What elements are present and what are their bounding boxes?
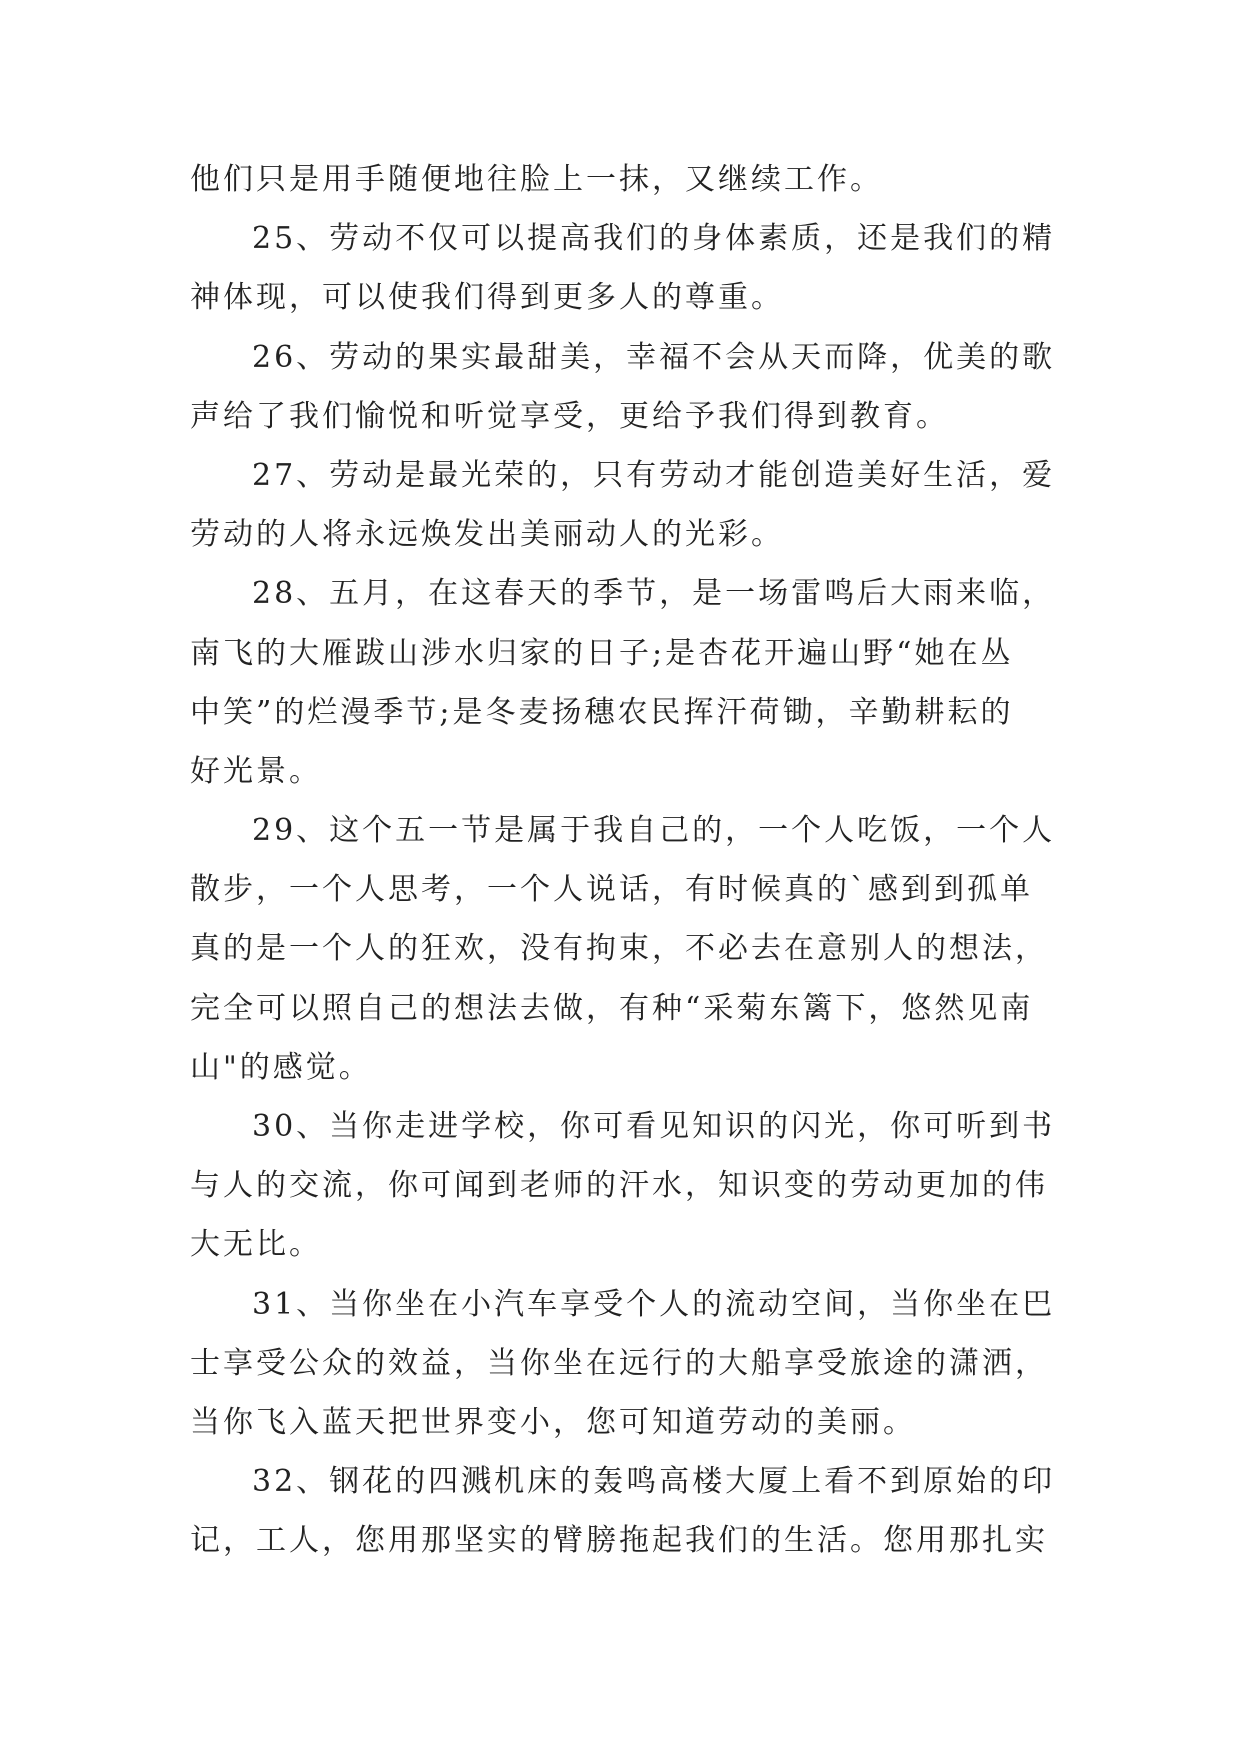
text-line: 神体现，可以使我们得到更多人的尊重。 <box>190 280 784 316</box>
text-line: 散步，一个人思考，一个人说话，有时候真的`感到到孤单 <box>190 872 1033 908</box>
text-line: 山"的感觉。 <box>190 1049 372 1085</box>
text-line: 他们只是用手随便地往脸上一抹，又继续工作。 <box>190 162 883 197</box>
text-line: 完全可以照自己的想法去做，有种“采菊东篱下，悠然见南 <box>190 990 1034 1026</box>
text-line: 中笑”的烂漫季节;是冬麦扬穗农民挥汗荷锄，辛勤耕耘的 <box>190 694 1014 730</box>
text-line: 27、劳动是最光荣的，只有劳动才能创造美好生活，爱 <box>252 457 1056 493</box>
text-line: 与人的交流，你可闻到老师的汗水，知识变的劳动更加的伟 <box>190 1168 1048 1204</box>
text-line: 好光景。 <box>190 753 322 789</box>
text-line: 29、这个五一节是属于我自己的，一个人吃饭，一个人 <box>252 813 1056 849</box>
text-line: 南飞的大雁跋山涉水归家的日子;是杏花开遍山野“她在丛 <box>190 635 1014 671</box>
text-line: 31、当你坐在小汽车享受个人的流动空间，当你坐在巴 <box>252 1286 1056 1322</box>
text-line: 士享受公众的效益，当你坐在远行的大船享受旅途的潇洒， <box>190 1345 1048 1381</box>
text-line: 30、当你走进学校，你可看见知识的闪光，你可听到书 <box>252 1109 1056 1144</box>
text-line: 32、钢花的四溅机床的轰鸣高楼大厦上看不到原始的印 <box>252 1464 1056 1500</box>
text-line: 声给了我们愉悦和听觉享受，更给予我们得到教育。 <box>190 398 949 434</box>
text-line: 28、五月，在这春天的季节，是一场雷鸣后大雨来临， <box>252 576 1056 612</box>
text-line: 劳动的人将永远焕发出美丽动人的光彩。 <box>190 517 784 553</box>
text-line: 25、劳动不仅可以提高我们的身体素质，还是我们的精 <box>252 221 1056 257</box>
text-line: 26、劳动的果实最甜美，幸福不会从天而降，优美的歌 <box>252 339 1056 375</box>
text-line: 真的是一个人的狂欢，没有拘束，不必去在意别人的想法， <box>190 931 1048 967</box>
text-line: 记，工人，您用那坚实的臂膀拖起我们的生活。您用那扎实 <box>190 1523 1048 1559</box>
text-line: 大无比。 <box>190 1227 322 1263</box>
text-line: 当你飞入蓝天把世界变小，您可知道劳动的美丽。 <box>190 1404 916 1440</box>
document-body <box>190 150 1080 1571</box>
